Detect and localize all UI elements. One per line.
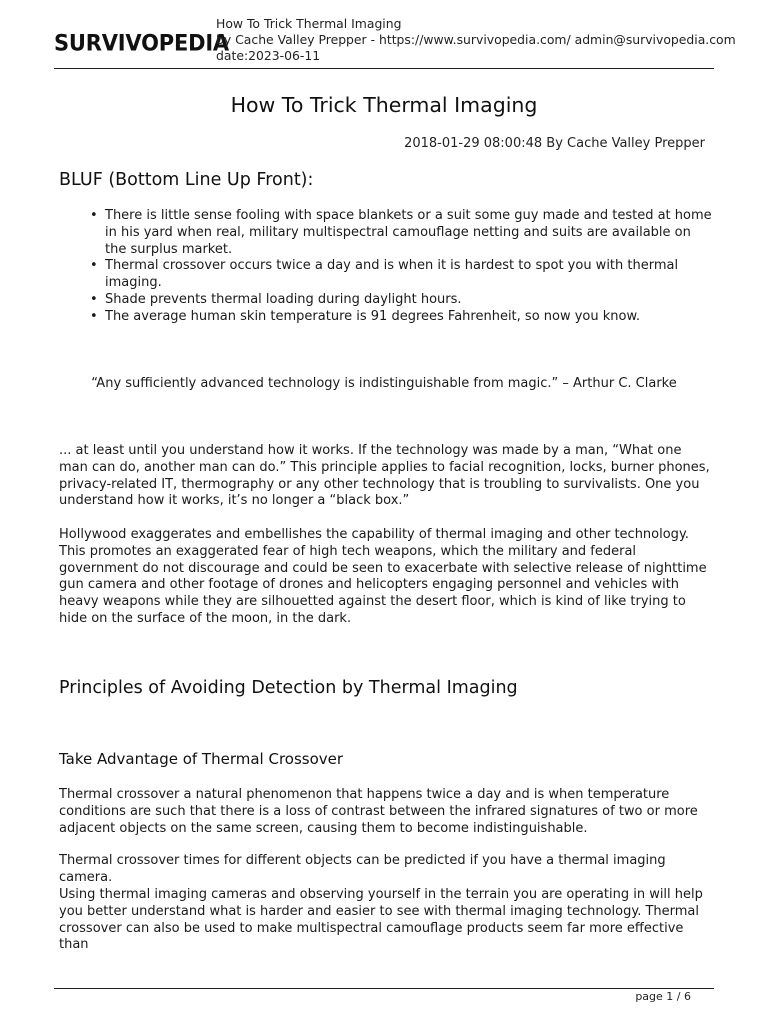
- paragraph-cameras: Using thermal imaging cameras and observing yourself in the terrain you are operating in will help you better understand what is harder and easier to see with thermal imaging technology. Thermal crossover can also be used to make multispectral camouflage products seem far more effective than: [59, 887, 703, 953]
- list-item: • Shade prevents thermal loading during daylight hours.: [89, 292, 714, 309]
- subheading-thermal-crossover: Take Advantage of Thermal Crossover: [59, 750, 344, 768]
- paragraph-intro: ... at least until you understand how it works. If the technology was made by a man, “What one man can do, another man can do.” This principle applies to facial recognition, locks, burner phones, privacy-related IT, thermography or any other technology that is troubling to survivalists. One you understand how it works, it’s no longer a “black box.”: [59, 443, 710, 509]
- paragraph-hollywood: Hollywood exaggerates and embellishes the capability of thermal imaging and other technology. This promotes an exaggerated fear of high tech weapons, which the military and federal government do not discourage and could be seen to exacerbate with selective release of nighttime gun camera and other footage of drones and helicopters engaging personnel and vehicles with heavy weapons while they are silhouetted against the desert floor, which is kind of like trying to hide on the surface of the moon, in the dark.: [59, 527, 707, 626]
- header-meta: [216, 16, 736, 64]
- header-byline: by Cache Valley Prepper - https://www.survivopedia.com/ admin@survivopedia.com: [216, 32, 736, 47]
- bluf-list: [89, 208, 714, 326]
- list-item: • There is little sense fooling with space blankets or a suit some guy made and tested at home in his yard when real, military multispectral camouflage netting and suits are available on the surplus market.: [89, 208, 714, 258]
- header-doc-title: How To Trick Thermal Imaging: [216, 16, 402, 31]
- section-heading: Principles of Avoiding Detection by Thermal Imaging: [59, 678, 518, 698]
- list-item: • Thermal crossover occurs twice a day and is when it is hardest to spot you with thermal imaging.: [89, 258, 714, 292]
- page-number: page 1 / 6: [635, 990, 691, 1003]
- article-meta: 2018-01-29 08:00:48 By Cache Valley Prepper: [404, 136, 705, 151]
- paragraph-crossover-times: Thermal crossover times for different objects can be predicted if you have a thermal imaging camera.: [59, 853, 666, 885]
- clarke-quote: “Any sufficiently advanced technology is indistinguishable from magic.” – Arthur C. Clarke: [91, 376, 677, 391]
- article-title: How To Trick Thermal Imaging: [230, 93, 538, 117]
- footer-divider: [54, 988, 714, 989]
- header-divider: [54, 68, 714, 69]
- paragraph-crossover-definition: Thermal crossover a natural phenomenon that happens twice a day and is when temperature conditions are such that there is a loss of contrast between the infrared signatures of two or more adjacent objects on the same screen, causing them to become indistinguishable.: [59, 787, 698, 836]
- header-date: date:2023-06-11: [216, 48, 321, 63]
- list-item: • The average human skin temperature is 91 degrees Fahrenheit, so now you know.: [89, 309, 714, 326]
- page-header: [54, 14, 736, 68]
- survivopedia-logo: SURVIVOPEDIA: [54, 30, 229, 56]
- bluf-heading: BLUF (Bottom Line Up Front):: [59, 170, 314, 190]
